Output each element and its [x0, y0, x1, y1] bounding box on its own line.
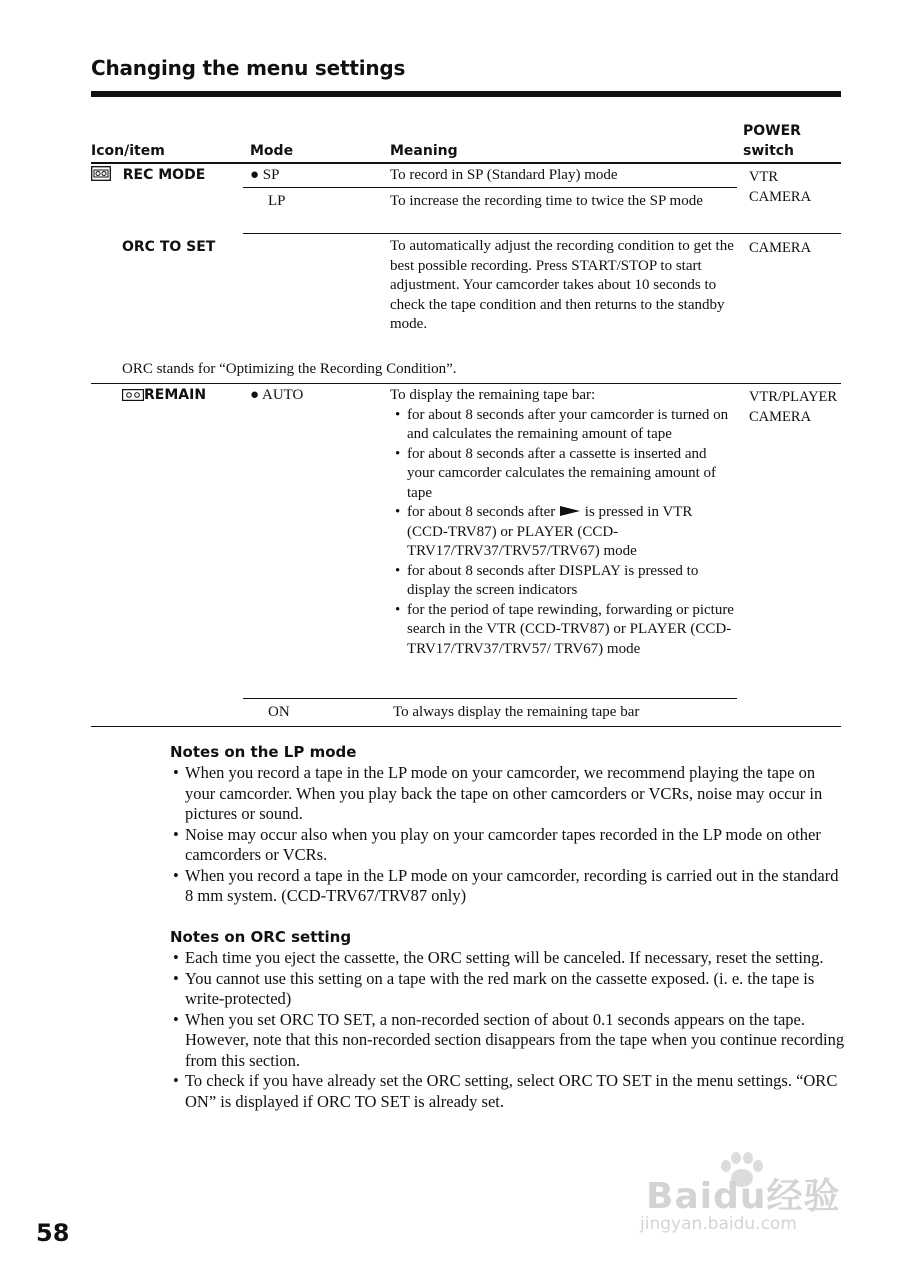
cassette-tape-icon: [91, 166, 111, 181]
remain-bullet: • for about 8 seconds after a cassette is inserted and your camcorder calculates the remaining amount of tape: [392, 445, 735, 504]
page-title: Changing the menu settings: [91, 56, 406, 80]
rec-mode-sp-meaning: To record in SP (Standard Play) mode: [390, 167, 618, 183]
notes-lp-item: • When you record a tape in the LP mode on your camcorder, we recommend playing the tape on your camcorder. When you play back the tape on other camcorders or VCRs, noise may occur in pictures or sound.: [170, 763, 845, 825]
row-divider: [243, 233, 841, 234]
notes-orc-item: • You cannot use this setting on a tape with the red mark on the cassette exposed. (i. e. the tape is write-protected): [170, 969, 845, 1010]
rec-mode-label: REC MODE: [122, 167, 206, 183]
remain-bullet-play-after: is pressed in: [584, 504, 659, 520]
remain-auto-mode: ● AUTO: [250, 387, 304, 403]
notes-lp-title: Notes on the LP mode: [170, 743, 357, 761]
orc-to-set-power: CAMERA: [749, 240, 812, 256]
notes-orc-item: • When you set ORC TO SET, a non-recorded section of about 0.1 seconds appears on the tape. However, note that this non-recorded section disappears from the tape when you continue recording from this section.: [170, 1010, 845, 1072]
remain-bullet: • for about 8 seconds after DISPLAY is pressed to display the screen indicators: [392, 562, 735, 601]
remain-power: [749, 388, 837, 427]
rec-mode-lp-mode: LP: [268, 193, 286, 209]
baidu-watermark: [640, 1168, 850, 1248]
notes-orc-list: [170, 948, 845, 1112]
orc-to-set-label: ORC TO SET: [122, 239, 216, 255]
orc-note: ORC stands for “Optimizing the Recording Condition”.: [122, 361, 457, 377]
header-power-line1: POWER: [743, 123, 801, 139]
remain-on-meaning: To always display the remaining tape bar: [393, 704, 640, 720]
header-meaning: Meaning: [390, 143, 458, 159]
play-icon: [559, 505, 581, 517]
orc-to-set-meaning: To automatically adjust the recording condition to get the best possible recording. Press START/STOP to start adjustment. Your camcorder takes about 10 seconds to check the tape condition and then returns to the standby mode.: [390, 238, 734, 332]
header-mode: Mode: [250, 143, 294, 159]
remain-auto-meaning: [390, 386, 735, 659]
remain-bullet: • for about 8 seconds after your camcorder is turned on and calculates the remaining amount of tape: [392, 406, 735, 445]
watermark-logo: Baidu经验: [646, 1176, 841, 1217]
notes-orc-item: • To check if you have already set the ORC setting, select ORC TO SET in the menu settings. “ORC ON” is displayed if ORC TO SET is already set.: [170, 1071, 845, 1112]
row-divider: [243, 187, 737, 188]
rec-mode-power-camera: CAMERA: [749, 188, 812, 205]
rec-mode-lp-meaning: To increase the recording time to twice the SP mode: [390, 193, 703, 209]
remain-bullet: [392, 503, 735, 562]
notes-lp-item: • When you record a tape in the LP mode on your camcorder, recording is carried out in the standard 8 mm system. (CCD-TRV67/TRV87 only): [170, 866, 845, 907]
remain-power-vtr-player: VTR/PLAYER: [749, 389, 838, 405]
rec-mode-sp-mode: ● SP: [250, 167, 280, 183]
remain-bullet: • for the period of tape rewinding, forwarding or picture search in the VTR (CCD-TRV87) or PLAYER (CCD-TRV17/TRV37/TRV57/ TRV67) mode: [392, 601, 735, 660]
page-number: 58: [36, 1219, 70, 1247]
header-power: [743, 121, 801, 161]
watermark-url: jingyan.baidu.com: [640, 1214, 797, 1234]
remain-item: [122, 386, 206, 406]
remain-bullet-play-rest: VTR (CCD-TRV87) or PLAYER (CCD-TRV17/TRV37/TRV57/TRV67) mode: [407, 504, 693, 559]
header-icon-item: Icon/item: [91, 143, 165, 159]
table-bottom-rule: [91, 726, 841, 727]
row-divider: [91, 383, 841, 384]
notes-lp-item: • Noise may occur also when you play on your camcorder tapes recorded in the LP mode on other camcorders or VCRs.: [170, 825, 845, 866]
rec-mode-power: [749, 168, 811, 207]
remain-bullet-play-before: for about 8 seconds after: [407, 504, 556, 520]
notes-orc-title: Notes on ORC setting: [170, 928, 352, 946]
rec-mode-item: [91, 166, 205, 186]
notes-orc-item: • Each time you eject the cassette, the ORC setting will be canceled. If necessary, reset the setting.: [170, 948, 845, 969]
remain-on-mode: ON: [268, 704, 290, 720]
row-divider: [243, 698, 737, 699]
remain-label: REMAIN: [144, 387, 207, 403]
remain-intro: To display the remaining tape bar:: [390, 387, 596, 403]
notes-lp-list: [170, 763, 845, 907]
remain-bullet-list: [392, 406, 735, 660]
title-rule: [91, 91, 841, 97]
header-rule: [91, 162, 841, 164]
tape-remain-icon: [122, 389, 144, 401]
rec-mode-power-vtr: VTR: [749, 169, 778, 185]
header-power-line2: switch: [743, 143, 795, 159]
remain-power-camera: CAMERA: [749, 408, 812, 425]
